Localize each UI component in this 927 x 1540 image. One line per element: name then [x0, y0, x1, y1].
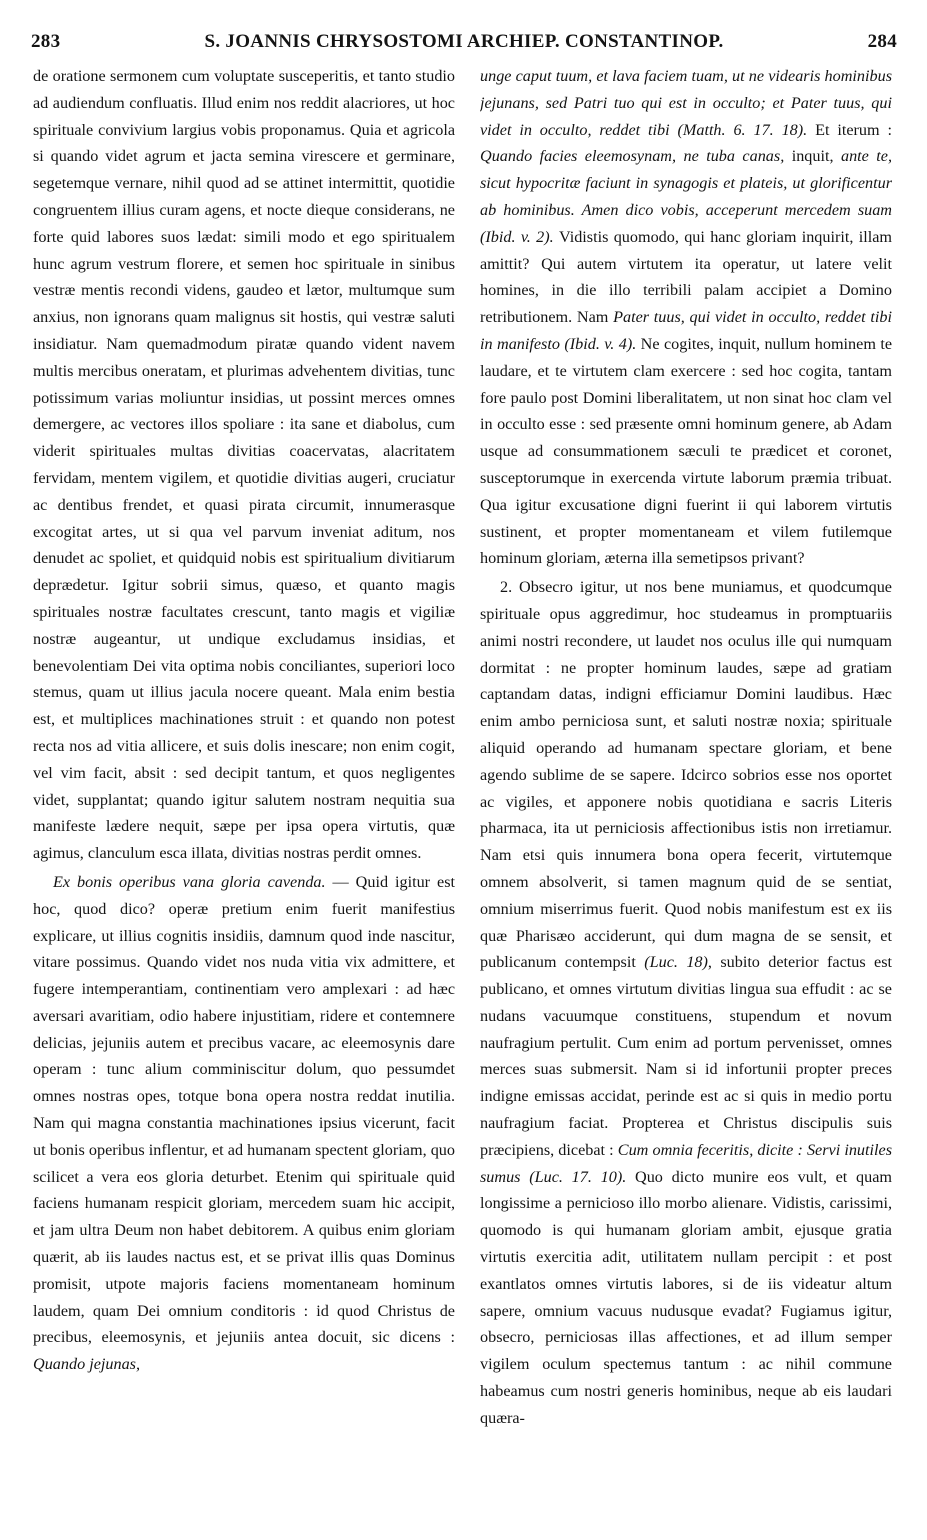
- citation: (Luc. 17. 10).: [520, 1167, 636, 1186]
- right-column: [480, 63, 892, 1523]
- running-header: [31, 31, 897, 57]
- scripture-quote: Cum omnia feceritis, dicite : Servi inutiles sumus: [480, 1140, 892, 1186]
- paragraph-text: Ne cogites, inquit, nullum hominem te laudare, et te virtutem clam exercere : sed hoc cogita, tantam fore paulo post Domini liberalitatem, ut non sinat hoc clam vel in occulto esse : sed præsente omni hominum genere, ab Adam usque ad consummationem sæculi te prædicet et coronet, susceptorumque in exercenda virtute laborum præmia tribuat. Qua igitur excusatione digni fuerint ii qui laborem virtutis sustinent, et propter momentaneam et vilem futilemque hominum gloriam, æterna illa semetipsos privant?: [480, 334, 892, 568]
- scripture-quote: Pater tuus, qui videt in occulto, reddet tibi in manifesto: [480, 308, 892, 353]
- citation: (Luc. 18): [635, 953, 708, 972]
- scripture-quote: Quando jejunas,: [33, 1355, 141, 1374]
- paragraph: de oratione sermonem cum voluptate susceperitis, et tanto studio ad audiendum confluatis. Illud enim nos reddit alacriores, ut hoc spirituale convivium largius vobis proponamus. Quia et agricola si quando videt agrum et jacta semina virescere et germinare, segetemque vernare, nihil quod ad se attinet intermittit, quotidie congruentem illius curam agens, et nocte dieque considerans, ne forte quid labores suos lædat: simili modo et ego spiritualem hunc agrum vestrum florere, et semen hoc spirituale in sinibus vestræ mentis recondi videns, gaudeo et lætor, multumque sum anxius, non ignorans quam malignus sit hostis, qui vestræ saluti insidiatur. Nam quemadmodum piratæ quando vident navem multis mercibus oneratam, et plurimas advehentem divitias, tunc potissimum varias moliuntur insidias, ut possint merces omnes demergere, ac vectores illos spoliare : ita sane et diabolus, cum viderit spirituales multas divitias coacervatas, alacritatem fervidam, mentem vigilem, et quotidie divitias augeri, cruciatur ac dentibus frendet, et quasi pirata circumit, innumerasque excogitat artes, ut si qua vel parvum inveniat aditum, nos denudet ac spoliet, et quidquid nobis est spiritualium divitiarum deprædetur. Igitur sobrii simus, quæso, et quanto magis spirituales nostræ facultates crescunt, tanto magis et vigiliæ nostræ augeantur, ut undique excludamus insidias, et benevolentiam Dei vita optima nobis conciliantes, superiori loco stemus, quam ut illius jacula nocere queant. Mala enim bestia est, et multiplices machinationes struit : et quando non potest recta nos ad vitia allicere, et suis dolis inescare; non enim cogit, vel vim facit, absit : sed decipit tantum, et quos negligentes videt, supplantat; quando igitur salutem nostram nequitia sua manifeste lædere nequit, sæpe per ipsa opera virtutis, quæ agimus, clanculum esca illata, divitias nostras perdit omnes.: [33, 67, 455, 863]
- scripture-quote: Quando facies eleemosynam, ne tuba canas,: [480, 147, 785, 166]
- paragraph-text: Quo dicto munire eos vult, et quam longissime a pernicioso illo morbo alienare. Vidistis, carissimi, quomodo is qui humanam gloriam ambit, ejusque gratia virtutis exercitia adit, utilitatem nullam percipit : et post exantlatos omnes virtutis labores, si de iis videatur altum sapere, omnium vacuus nudusque evadat? Fugiamus igitur, obsecro, perniciosas illas affectiones, et ad illum semper vigilem oculum spectemus tantum : ac nihil commune habeamus cum nostri generis hominibus, neque ab eis laudari quæra-: [480, 1167, 892, 1427]
- scripture-quote: unge caput tuum, et lava faciem tuam, ut ne videaris hominibus jejunans, sed Patri tuo qui est in occulto; et Pater tuus, qui videt in occulto, reddet tibi: [480, 67, 892, 139]
- paragraph-text: Quid igitur est hoc, quod dico? operæ pretium enim fuerit manifestius explicare, ut illius cognitis insidiis, damnum quod inde nascitur, vitare possimus. Quando videt nos nuda vitia vix admittere, et fugere intemperantiam, continentiam vero amplexari : ad hæc aversari avaritiam, odio habere injustitiam, ridere et contemnere delicias, jejuniis autem et precibus vacare, ac eleemosynis dare operam : tunc alium comminiscitur dolum, quo pessumdet omnes nostras opes, totque bona opera nostra reddat inutilia. Nam qui magna constantia machinationes ipsius vicerunt, facit ut bonis operibus inflentur, et ad humanam spectent gloriam, quo scilicet a vera eos gloria deturbet. Etenim qui spirituale quid faciens humanam respicit gloriam, mercedem suam hic accipit, et jam ultra Deum non habet debitorem. A quibus enim gloriam quærit, ab iis laudes nactus est, et se privat illis quas Dominus promisit, utpote majoris faciens momentaneam hominum laudem, quam Dei omnium conditoris : id quod Christus de precibus, eleemosynis, et jejuniis antea docuit, sic dicens :: [33, 872, 455, 1347]
- section-heading: Ex bonis operibus vana gloria cavenda.: [53, 872, 326, 891]
- citation: (Matth. 6. 17. 18).: [669, 120, 816, 139]
- paragraph-text: Vidistis quomodo, qui hanc gloriam inquirit, illam amittit? Qui autem virtutem ita operatur, ut latere velit homines, in die illo terribili palam accipiet a Domino retributionem. Nam: [480, 227, 892, 327]
- citation: (Ibid. v. 4).: [559, 334, 641, 353]
- paragraph: [33, 869, 455, 1378]
- page-number-left: 283: [31, 31, 61, 52]
- citation: (Ibid. v. 2).: [480, 227, 559, 246]
- heading-dash: —: [325, 872, 356, 891]
- paragraph-text: , subito deterior factus est publicano, et omnes virtutum divitias lingua sua effudit : ac se nudans vacuumque constituens, stupendum et novum naufragium pertulit. Cum enim ad portum pervenisset, omnes merces suas submersit. Nam si id infortunii propter preces indigne emissas accidat, perinde est ac si quis in medio portu naufragium faciat. Propterea et Christus discipulis suis præcipiens, dicebat :: [480, 953, 892, 1159]
- scripture-quote: ante te, sicut hypocritæ faciunt in synagogis et plateis, ut glorificentur ab hominibus. Amen dico vobis, acceperunt mercedem suam: [480, 147, 892, 219]
- left-column: [33, 63, 455, 1523]
- running-title: S. JOANNIS CHRYSOSTOMI ARCHIEP. CONSTANTINOP.: [204, 31, 724, 52]
- paragraph-text: 2. Obsecro igitur, ut nos bene muniamus, et quodcumque spirituale opus aggredimur, hoc studeamus in promptuariis animi nostri recondere, ut laudet nos oculus ille qui numquam dormitat : ne propter hominum laudes, sæpe ad gratiam captandam datas, indigni efficiamur Domini laudibus. Hæc enim ambo perniciosa sunt, et saluti nostræ noxia; spirituale aliquid operando ad humanam spectare gloriam, et bene agendo sublime de se sapere. Idcirco sobrios esse nos oportet ac vigiles, et apponere nobis quotidiana e sacris Literis pharmaca, ita ut perniciosis affectionibus istis non irretiamur. Nam etsi quis innumera bona opera fecerit, virtutemque omnem absolverit, si tamen magnum quid de se sentiat, omnium miserrimus fuerit. Quod nobis manifestum est ex iis quæ Pharisæo acciderunt, qui dum magna de se sensit, et publicanum contempsit: [480, 578, 892, 972]
- paragraph: [480, 574, 892, 1432]
- page-number-right: 284: [867, 31, 897, 52]
- paragraph-text: Et iterum :: [815, 120, 892, 139]
- paragraph: [480, 63, 892, 572]
- paragraph-text: inquit,: [784, 147, 841, 166]
